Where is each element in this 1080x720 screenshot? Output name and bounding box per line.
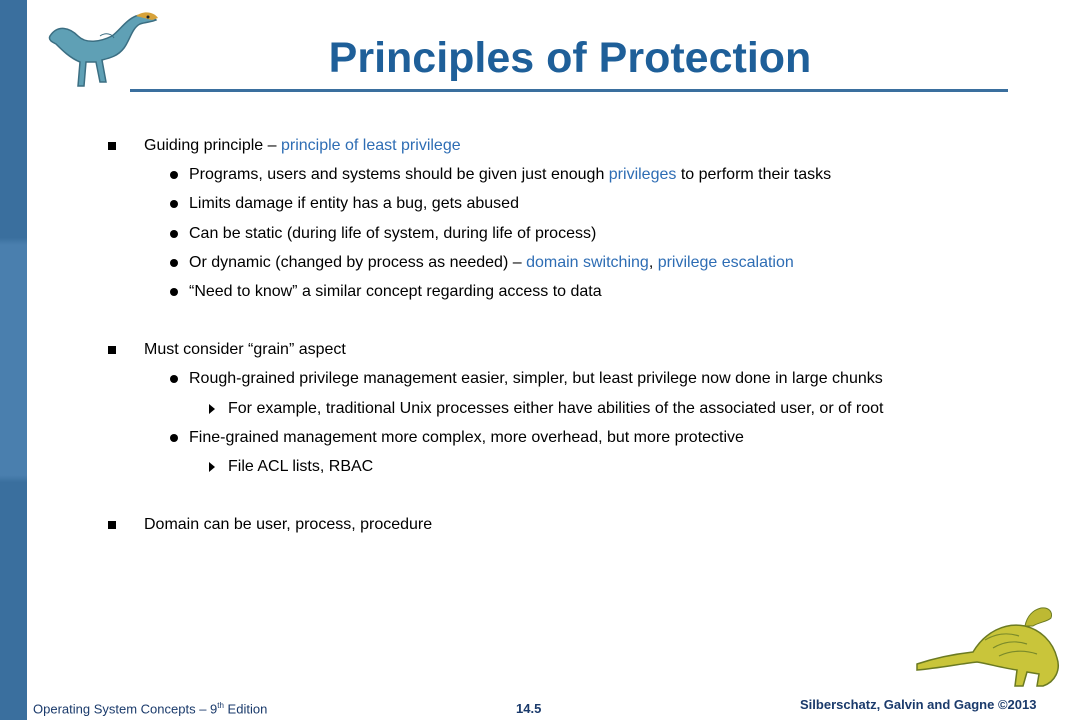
bullet-text: to perform their tasks [676, 166, 832, 183]
footer-copyright: Silberschatz, Galvin and Gagne ©2013 [800, 697, 1037, 712]
bullet-item [189, 165, 831, 185]
bullet-item [228, 457, 373, 477]
left-decorative-bar [0, 0, 27, 720]
square-bullet-icon [108, 142, 116, 150]
bullet-item [189, 282, 602, 302]
bullet-text: Or dynamic (changed by process as needed) – [189, 254, 527, 271]
bullet-item [144, 515, 432, 535]
footer-book-title: Operating System Concepts – 9th Edition [33, 701, 268, 717]
dinosaur-logo-bottom-icon [915, 592, 1070, 692]
round-bullet-icon [170, 230, 178, 238]
triangle-bullet-icon [209, 462, 215, 472]
bullet-text: “Need to know” a similar concept regarding access to data [189, 283, 602, 300]
bullet-item [228, 399, 883, 419]
title-divider [130, 89, 1008, 92]
bullet-text: Limits damage if entity has a bug, gets abused [189, 195, 519, 212]
bullet-item [189, 428, 744, 448]
square-bullet-icon [108, 346, 116, 354]
round-bullet-icon [170, 200, 178, 208]
bullet-text: Rough-grained privilege management easier, simpler, but least privilege now done in large chunks [189, 370, 883, 387]
bullet-item [144, 340, 346, 360]
bullet-text: Programs, users and systems should be given just enough [189, 166, 609, 183]
triangle-bullet-icon [209, 404, 215, 414]
square-bullet-icon [108, 521, 116, 529]
round-bullet-icon [170, 434, 178, 442]
bullet-text: Fine-grained management more complex, more overhead, but more protective [189, 429, 744, 446]
highlighted-term: privileges [608, 166, 677, 183]
bullet-text: Can be static (during life of system, during life of process) [189, 225, 597, 242]
bullet-text: Must consider “grain” aspect [144, 341, 346, 358]
bullet-text: Domain can be user, process, procedure [144, 516, 433, 533]
bullet-text: For example, traditional Unix processes either have abilities of the associated user, or of root [228, 400, 884, 417]
bullet-text: File ACL lists, RBAC [228, 458, 374, 475]
footer-page-number: 14.5 [516, 701, 542, 716]
bullet-text: , [648, 254, 658, 271]
round-bullet-icon [170, 171, 178, 179]
highlighted-term: privilege escalation [657, 254, 794, 271]
bullet-item [189, 224, 596, 244]
highlighted-term: domain switching [526, 254, 649, 271]
bullet-text: Guiding principle – [144, 137, 281, 154]
round-bullet-icon [170, 288, 178, 296]
bullet-item [144, 136, 461, 156]
round-bullet-icon [170, 259, 178, 267]
highlighted-term: principle of least privilege [280, 137, 461, 154]
bullet-item [189, 253, 794, 273]
round-bullet-icon [170, 375, 178, 383]
bullet-item [189, 369, 883, 389]
page-title: Principles of Protection [328, 34, 812, 82]
bullet-item [189, 194, 519, 214]
